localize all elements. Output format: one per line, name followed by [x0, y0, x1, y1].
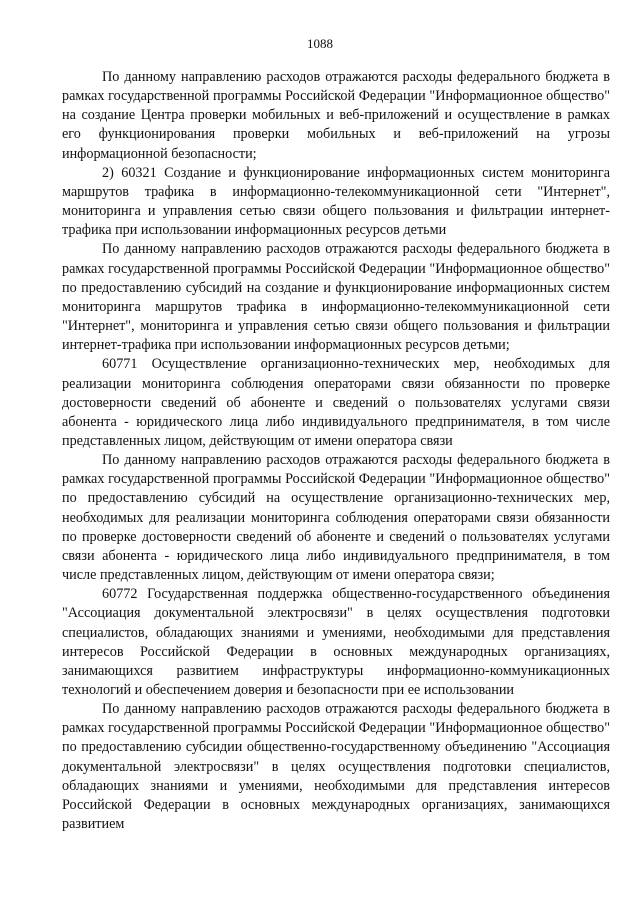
paragraph-3: По данному направлению расходов отражаются расходы федерального бюджета в рамках государственной программы Российской Федерации "Информационное общество" по предоставлению субсидий на создание и функционирование информационных систем мониторинга маршрутов трафика в информационно-телекоммуникационной сети "Интернет", мониторинга и управления сетью связи общего пользования и фильтрации интернет-трафика при использовании информационных ресурсов детьми;: [62, 241, 610, 354]
document-body: [62, 68, 610, 834]
paragraph-2: 2) 60321 Создание и функционирование информационных систем мониторинга маршрутов трафика в информационно-телекоммуникационной сети "Интернет", мониторинга и управления сетью связи общего пользования и фильтрации интернет-трафика при использовании информационных ресурсов детьми: [62, 164, 610, 239]
paragraph-4: 60771 Осуществление организационно-технических мер, необходимых для реализации мониторинга соблюдения операторами связи обязанности по проверке достоверности сведений об абоненте и сведений о пользователях услугами связи абонента - юридического лица либо индивидуального предпринимателя, в том числе представленных лицом, действующим от имени оператора связи: [62, 356, 610, 449]
paragraph-6: 60772 Государственная поддержка общественно-государственного объединения "Ассоциация документальной электросвязи" в целях осуществления подготовки специалистов, обладающих знаниями и умениями, необходимыми для представления интересов Российской Федерации в основных международных организациях, занимающихся развитием инфраструктуры информационно-коммуникационных технологий и обеспечением доверия и безопасности при ее использовании: [62, 586, 610, 698]
paragraph-5: По данному направлению расходов отражаются расходы федерального бюджета в рамках государственной программы Российской Федерации "Информационное общество" по предоставлению субсидий на осуществление организационно-технических мер, необходимых для реализации мониторинга соблюдения операторами связи обязанности по проверке достоверности сведений об абоненте и сведений о пользователях услугами связи абонента - юридического лица либо индивидуального предпринимателя, в том числе представленных лицом, действующим от имени оператора связи;: [62, 452, 610, 584]
paragraph-7: По данному направлению расходов отражаются расходы федерального бюджета в рамках государственной программы Российской Федерации "Информационное общество" по предоставлению субсидии общественно-государственному объединению "Ассоциация документальной электросвязи" в целях осуществления подготовки специалистов, обладающих знаниями и умениями, необходимыми для представления интересов Российской Федерации в основных международных организациях, занимающихся развитием: [62, 701, 610, 833]
page-number: 1088: [307, 36, 333, 51]
paragraph-1: По данному направлению расходов отражаются расходы федерального бюджета в рамках государственной программы Российской Федерации "Информационное общество" на создание Центра проверки мобильных и веб-приложений и осуществление в рамках его функционирования проверки мобильных и веб-приложений на угрозы информационной безопасности;: [62, 69, 610, 162]
